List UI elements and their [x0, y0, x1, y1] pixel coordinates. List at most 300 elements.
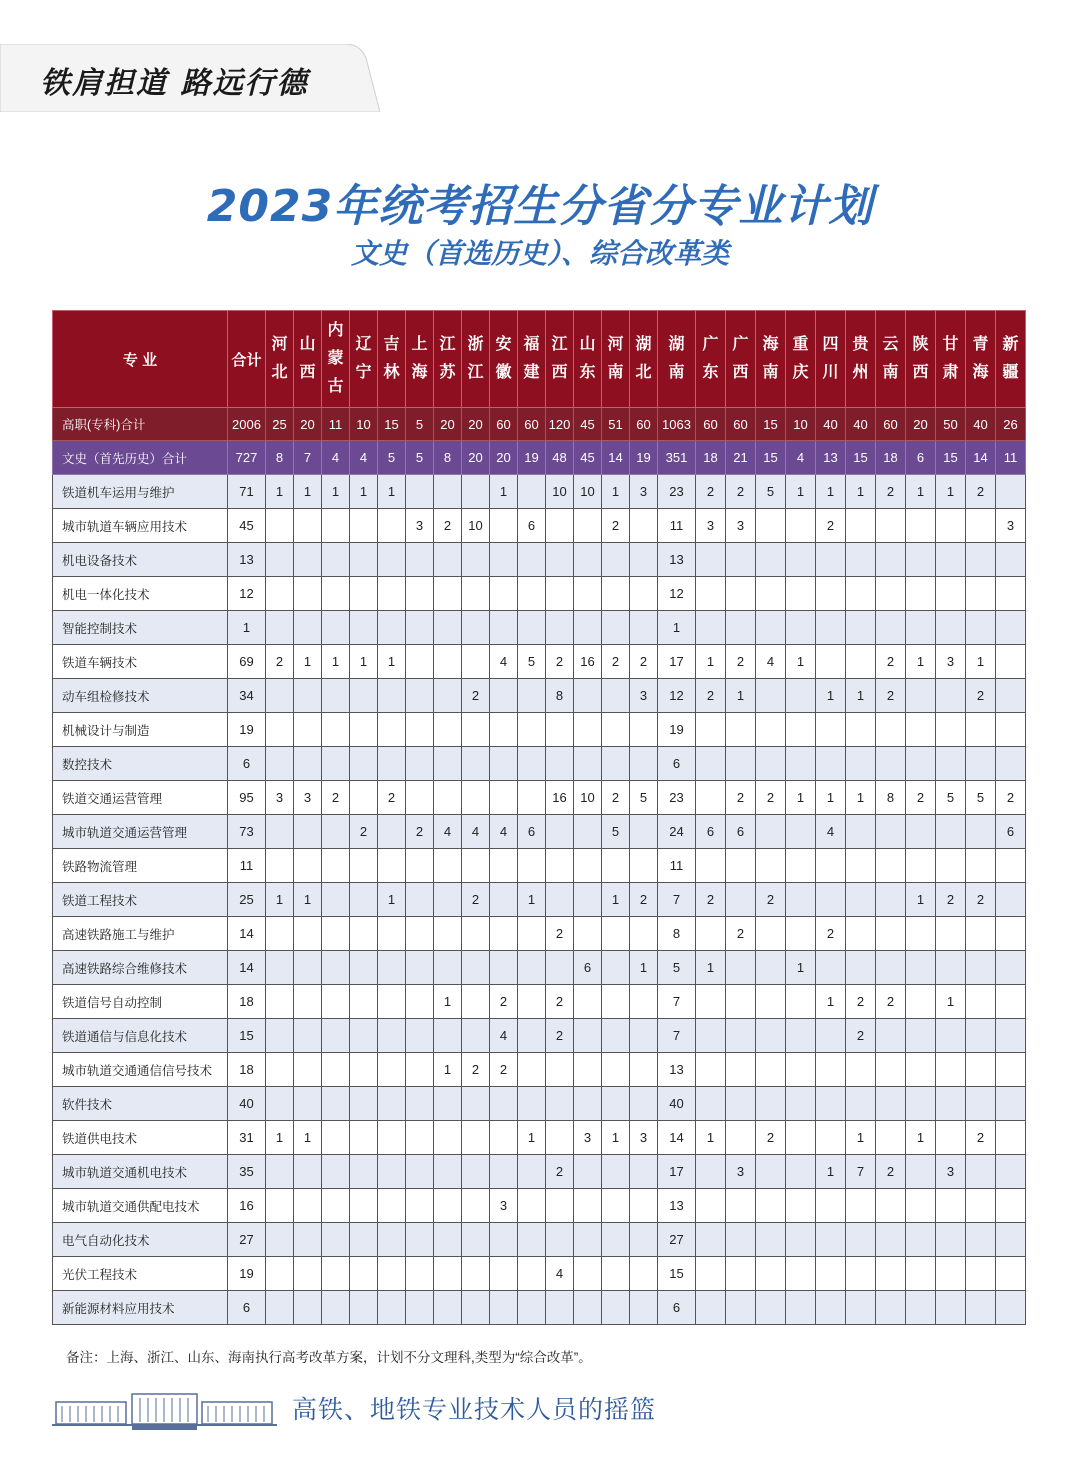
province-quota-cell: [266, 577, 294, 611]
province-quota-cell: [602, 1223, 630, 1257]
province-quota-cell: [696, 611, 726, 645]
province-quota-cell: [786, 1257, 816, 1291]
province-quota-cell: [966, 1291, 996, 1325]
table-row: [53, 1257, 1026, 1291]
province-quota-cell: [490, 1155, 518, 1189]
total-cell: 1: [228, 611, 266, 645]
province-quota-cell: [936, 577, 966, 611]
province-quota-cell: [936, 679, 966, 713]
province-quota-cell: [726, 883, 756, 917]
table-row: [53, 1121, 1026, 1155]
province-quota-cell: 120: [546, 408, 574, 441]
province-quota-cell: 3: [266, 781, 294, 815]
province-quota-cell: 3: [406, 509, 434, 543]
province-quota-cell: [350, 713, 378, 747]
province-quota-cell: [574, 815, 602, 849]
province-quota-cell: [786, 985, 816, 1019]
province-header-char: 江: [439, 336, 456, 353]
province-quota-cell: 3: [696, 509, 726, 543]
province-quota-cell: [574, 1291, 602, 1325]
province-quota-cell: [378, 747, 406, 781]
province-quota-cell: 20: [434, 408, 462, 441]
province-quota-cell: [434, 645, 462, 679]
province-quota-cell: [378, 1121, 406, 1155]
province-quota-cell: [518, 1291, 546, 1325]
province-quota-cell: [294, 849, 322, 883]
province-quota-cell: [602, 1189, 630, 1223]
province-quota-cell: 1: [378, 883, 406, 917]
province-quota-cell: [726, 1291, 756, 1325]
province-quota-cell: [462, 645, 490, 679]
province-column-header: [266, 311, 294, 408]
province-quota-cell: [816, 1053, 846, 1087]
province-column-header: [726, 311, 756, 408]
table-row: [53, 1291, 1026, 1325]
province-quota-cell: [876, 1223, 906, 1257]
province-quota-cell: [490, 1087, 518, 1121]
province-quota-cell: 2: [876, 679, 906, 713]
province-quota-cell: [434, 883, 462, 917]
province-quota-cell: 1: [846, 475, 876, 509]
province-quota-cell: [786, 509, 816, 543]
province-quota-cell: [266, 1291, 294, 1325]
province-quota-cell: [462, 577, 490, 611]
province-quota-cell: 15: [756, 408, 786, 441]
province-quota-cell: [490, 849, 518, 883]
province-quota-cell: [906, 1223, 936, 1257]
province-quota-cell: [574, 611, 602, 645]
province-quota-cell: 60: [696, 408, 726, 441]
province-column-header: [816, 311, 846, 408]
province-quota-cell: 1: [966, 645, 996, 679]
province-quota-cell: [816, 1291, 846, 1325]
province-quota-cell: [966, 815, 996, 849]
province-quota-cell: 2: [756, 1121, 786, 1155]
province-quota-cell: 20: [462, 408, 490, 441]
province-quota-cell: [876, 611, 906, 645]
table-row: [53, 1155, 1026, 1189]
province-header-char: 福: [523, 336, 540, 353]
province-quota-cell: [462, 849, 490, 883]
province-quota-cell: 60: [876, 408, 906, 441]
province-quota-cell: 1: [906, 883, 936, 917]
province-quota-cell: [906, 509, 936, 543]
province-quota-cell: [406, 951, 434, 985]
province-quota-cell: [816, 645, 846, 679]
province-quota-cell: 26: [996, 408, 1026, 441]
province-quota-cell: [696, 849, 726, 883]
province-quota-cell: [546, 747, 574, 781]
province-header-char: 古: [327, 378, 344, 395]
province-quota-cell: 1: [378, 475, 406, 509]
province-quota-cell: 2: [602, 781, 630, 815]
province-quota-cell: [406, 1087, 434, 1121]
province-quota-cell: [756, 577, 786, 611]
province-quota-cell: [322, 1189, 350, 1223]
province-header-char: 蒙: [327, 350, 344, 367]
province-quota-cell: 10: [546, 475, 574, 509]
province-header-char: 重: [792, 336, 809, 353]
province-header-char: 甘: [942, 336, 959, 353]
province-quota-cell: [434, 1087, 462, 1121]
table-row: [53, 781, 1026, 815]
province-quota-cell: [378, 611, 406, 645]
major-column-header: 专 业: [53, 311, 228, 408]
province-quota-cell: 1: [786, 951, 816, 985]
province-quota-cell: [696, 543, 726, 577]
province-quota-cell: 1: [658, 611, 696, 645]
province-quota-cell: 13: [658, 1053, 696, 1087]
province-column-header: [906, 311, 936, 408]
province-quota-cell: 2: [602, 509, 630, 543]
province-quota-cell: 1: [266, 1121, 294, 1155]
province-quota-cell: [906, 577, 936, 611]
province-quota-cell: [726, 1223, 756, 1257]
province-quota-cell: [294, 1257, 322, 1291]
province-quota-cell: [602, 679, 630, 713]
province-quota-cell: [406, 611, 434, 645]
province-quota-cell: [602, 713, 630, 747]
province-quota-cell: 24: [658, 815, 696, 849]
province-quota-cell: [846, 645, 876, 679]
province-quota-cell: 15: [936, 441, 966, 475]
province-quota-cell: [322, 1087, 350, 1121]
total-column-header: 合计: [228, 311, 266, 408]
province-column-header: [936, 311, 966, 408]
province-quota-cell: [936, 713, 966, 747]
major-name-cell: 城市轨道交通供配电技术: [53, 1189, 228, 1223]
province-quota-cell: [996, 1019, 1026, 1053]
province-quota-cell: [756, 917, 786, 951]
province-quota-cell: [434, 951, 462, 985]
province-quota-cell: [630, 1189, 658, 1223]
province-quota-cell: [756, 815, 786, 849]
province-quota-cell: [434, 849, 462, 883]
major-name-cell: 高速铁路综合维修技术: [53, 951, 228, 985]
province-quota-cell: [350, 849, 378, 883]
province-quota-cell: 5: [966, 781, 996, 815]
province-quota-cell: [786, 917, 816, 951]
province-quota-cell: [378, 849, 406, 883]
province-quota-cell: 17: [658, 645, 696, 679]
province-quota-cell: 8: [434, 441, 462, 475]
province-column-header: [462, 311, 490, 408]
province-quota-cell: 2: [602, 645, 630, 679]
province-quota-cell: 20: [490, 441, 518, 475]
province-quota-cell: [518, 577, 546, 611]
province-quota-cell: [966, 747, 996, 781]
total-cell: 45: [228, 509, 266, 543]
province-quota-cell: [462, 1291, 490, 1325]
province-quota-cell: 2: [546, 1155, 574, 1189]
province-quota-cell: [294, 509, 322, 543]
province-quota-cell: 60: [630, 408, 658, 441]
province-quota-cell: 2: [726, 475, 756, 509]
province-header-char: 南: [762, 364, 779, 381]
province-quota-cell: [350, 679, 378, 713]
province-quota-cell: [462, 985, 490, 1019]
province-quota-cell: 1: [816, 985, 846, 1019]
province-quota-cell: 20: [462, 441, 490, 475]
province-quota-cell: [406, 1189, 434, 1223]
province-quota-cell: [816, 747, 846, 781]
province-quota-cell: [786, 1121, 816, 1155]
province-quota-cell: [294, 1291, 322, 1325]
province-quota-cell: [966, 611, 996, 645]
province-quota-cell: 4: [756, 645, 786, 679]
province-quota-cell: [876, 815, 906, 849]
province-quota-cell: 15: [658, 1257, 696, 1291]
province-quota-cell: 23: [658, 475, 696, 509]
province-quota-cell: [574, 679, 602, 713]
province-quota-cell: 6: [518, 509, 546, 543]
province-quota-cell: 2: [876, 1155, 906, 1189]
province-quota-cell: [602, 917, 630, 951]
province-quota-cell: [518, 1087, 546, 1121]
province-quota-cell: [490, 917, 518, 951]
province-header-char: 青: [972, 336, 989, 353]
total-cell: 12: [228, 577, 266, 611]
province-quota-cell: 14: [966, 441, 996, 475]
province-quota-cell: [786, 1223, 816, 1257]
province-quota-cell: [996, 713, 1026, 747]
province-quota-cell: 19: [658, 713, 696, 747]
province-quota-cell: [630, 815, 658, 849]
province-column-header: [518, 311, 546, 408]
total-cell: 31: [228, 1121, 266, 1155]
province-quota-cell: [574, 1189, 602, 1223]
total-cell: 18: [228, 1053, 266, 1087]
total-cell: 27: [228, 1223, 266, 1257]
major-name-cell: 铁道车辆技术: [53, 645, 228, 679]
province-header-char: 南: [882, 364, 899, 381]
province-quota-cell: [546, 611, 574, 645]
province-quota-cell: 4: [816, 815, 846, 849]
province-quota-cell: [406, 577, 434, 611]
province-quota-cell: [546, 951, 574, 985]
province-quota-cell: 1: [518, 883, 546, 917]
province-quota-cell: 60: [726, 408, 756, 441]
province-quota-cell: [996, 1257, 1026, 1291]
total-cell: 19: [228, 1257, 266, 1291]
province-quota-cell: 1: [906, 1121, 936, 1155]
province-quota-cell: [936, 1257, 966, 1291]
province-quota-cell: [546, 1223, 574, 1257]
province-quota-cell: [846, 1189, 876, 1223]
major-name-cell: 铁道供电技术: [53, 1121, 228, 1155]
province-quota-cell: [756, 985, 786, 1019]
province-quota-cell: 2: [816, 509, 846, 543]
province-quota-cell: [434, 1189, 462, 1223]
province-quota-cell: [756, 1019, 786, 1053]
province-quota-cell: [846, 713, 876, 747]
province-quota-cell: 3: [936, 1155, 966, 1189]
province-quota-cell: [786, 1053, 816, 1087]
province-quota-cell: [630, 747, 658, 781]
major-name-cell: 铁道信号自动控制: [53, 985, 228, 1019]
province-quota-cell: [266, 611, 294, 645]
province-quota-cell: [266, 1155, 294, 1189]
province-quota-cell: 2: [462, 1053, 490, 1087]
province-quota-cell: [294, 1155, 322, 1189]
province-quota-cell: [786, 747, 816, 781]
province-quota-cell: [876, 577, 906, 611]
province-quota-cell: [266, 1053, 294, 1087]
province-quota-cell: [630, 917, 658, 951]
province-quota-cell: [322, 543, 350, 577]
province-quota-cell: [350, 1019, 378, 1053]
province-quota-cell: [756, 1087, 786, 1121]
province-quota-cell: 40: [658, 1087, 696, 1121]
province-quota-cell: [434, 577, 462, 611]
province-quota-cell: 2: [756, 883, 786, 917]
province-quota-cell: [266, 747, 294, 781]
province-quota-cell: [846, 1291, 876, 1325]
province-quota-cell: [726, 747, 756, 781]
province-quota-cell: [966, 1189, 996, 1223]
province-quota-cell: [518, 679, 546, 713]
province-header-char: 宁: [355, 364, 372, 381]
province-quota-cell: [378, 1189, 406, 1223]
province-quota-cell: [906, 815, 936, 849]
province-quota-cell: [490, 951, 518, 985]
province-quota-cell: 1: [696, 645, 726, 679]
province-quota-cell: [406, 1053, 434, 1087]
province-quota-cell: [996, 951, 1026, 985]
province-quota-cell: [490, 679, 518, 713]
province-quota-cell: [574, 1087, 602, 1121]
province-quota-cell: [996, 577, 1026, 611]
total-cell: 40: [228, 1087, 266, 1121]
province-quota-cell: [996, 985, 1026, 1019]
province-quota-cell: [462, 611, 490, 645]
province-quota-cell: [936, 611, 966, 645]
province-quota-cell: 1: [846, 679, 876, 713]
province-quota-cell: [462, 951, 490, 985]
province-quota-cell: 1: [266, 475, 294, 509]
province-quota-cell: [602, 747, 630, 781]
province-quota-cell: [518, 543, 546, 577]
province-quota-cell: 3: [294, 781, 322, 815]
province-quota-cell: [906, 1019, 936, 1053]
province-quota-cell: [266, 1257, 294, 1291]
province-quota-cell: [546, 1189, 574, 1223]
province-quota-cell: [490, 1257, 518, 1291]
table-row: [53, 951, 1026, 985]
province-quota-cell: [434, 1257, 462, 1291]
table-row: [53, 509, 1026, 543]
province-quota-cell: [816, 1223, 846, 1257]
province-quota-cell: [574, 713, 602, 747]
province-quota-cell: 10: [574, 475, 602, 509]
province-quota-cell: [756, 951, 786, 985]
province-header-char: 西: [732, 364, 749, 381]
province-header-char: 林: [383, 364, 400, 381]
province-header-char: 山: [299, 336, 316, 353]
table-row: [53, 577, 1026, 611]
province-quota-cell: [434, 611, 462, 645]
province-quota-cell: [322, 1223, 350, 1257]
province-quota-cell: 7: [294, 441, 322, 475]
major-name-cell: 铁道机车运用与维护: [53, 475, 228, 509]
province-quota-cell: [294, 611, 322, 645]
province-quota-cell: [996, 1087, 1026, 1121]
province-quota-cell: [996, 1155, 1026, 1189]
province-quota-cell: [462, 1087, 490, 1121]
province-quota-cell: [602, 985, 630, 1019]
page-title: 2023年统考招生分省分专业计划: [206, 181, 874, 232]
province-quota-cell: [786, 849, 816, 883]
province-quota-cell: [816, 1257, 846, 1291]
province-quota-cell: 8: [266, 441, 294, 475]
province-quota-cell: [518, 781, 546, 815]
province-header-char: 云: [882, 336, 899, 353]
province-column-header: [696, 311, 726, 408]
province-quota-cell: [602, 1053, 630, 1087]
province-header-char: 吉: [383, 336, 400, 353]
province-header-char: 川: [822, 364, 839, 381]
province-quota-cell: 48: [546, 441, 574, 475]
province-quota-cell: [756, 1155, 786, 1189]
province-quota-cell: 4: [546, 1257, 574, 1291]
province-quota-cell: [786, 679, 816, 713]
province-quota-cell: 5: [378, 441, 406, 475]
province-quota-cell: [756, 1257, 786, 1291]
province-quota-cell: [294, 713, 322, 747]
province-quota-cell: 1: [906, 475, 936, 509]
total-cell: 25: [228, 883, 266, 917]
province-quota-cell: 2: [630, 645, 658, 679]
province-quota-cell: 5: [406, 408, 434, 441]
province-quota-cell: 1: [322, 645, 350, 679]
major-name-cell: 电气自动化技术: [53, 1223, 228, 1257]
province-quota-cell: 6: [574, 951, 602, 985]
province-quota-cell: [726, 543, 756, 577]
province-quota-cell: [846, 951, 876, 985]
province-quota-cell: 2: [322, 781, 350, 815]
province-quota-cell: [906, 543, 936, 577]
province-quota-cell: [546, 577, 574, 611]
province-quota-cell: [518, 985, 546, 1019]
province-quota-cell: [266, 1223, 294, 1257]
province-quota-cell: [434, 1019, 462, 1053]
province-quota-cell: 2: [966, 883, 996, 917]
province-quota-cell: [786, 577, 816, 611]
province-quota-cell: [966, 1053, 996, 1087]
province-quota-cell: [786, 1155, 816, 1189]
province-quota-cell: [726, 713, 756, 747]
province-quota-cell: 3: [630, 475, 658, 509]
table-row: [53, 1223, 1026, 1257]
province-quota-cell: [546, 1087, 574, 1121]
province-column-header: [546, 311, 574, 408]
province-quota-cell: [756, 1053, 786, 1087]
province-quota-cell: 4: [490, 645, 518, 679]
province-quota-cell: [378, 917, 406, 951]
province-quota-cell: [434, 781, 462, 815]
province-quota-cell: [518, 713, 546, 747]
table-row: [53, 645, 1026, 679]
province-quota-cell: [294, 1053, 322, 1087]
province-column-header: [574, 311, 602, 408]
province-quota-cell: [966, 509, 996, 543]
province-quota-cell: [816, 951, 846, 985]
province-quota-cell: 8: [876, 781, 906, 815]
province-quota-cell: [294, 747, 322, 781]
province-column-header: [786, 311, 816, 408]
slogan-text: 铁肩担道 路远行德: [40, 66, 309, 101]
province-quota-cell: [996, 1053, 1026, 1087]
